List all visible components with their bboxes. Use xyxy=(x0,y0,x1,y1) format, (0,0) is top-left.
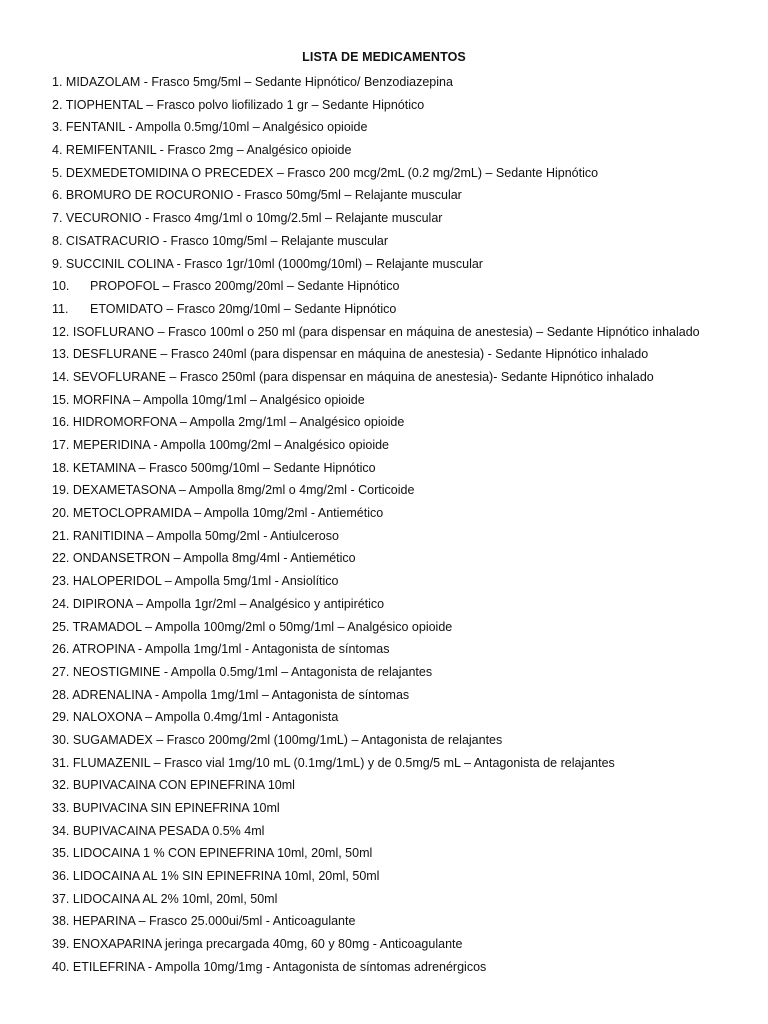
list-item-text: METOCLOPRAMIDA – Ampolla 10mg/2ml - Antiemético xyxy=(72,506,384,521)
list-item-text: LIDOCAINA 1 % CON EPINEFRINA 10ml, 20ml, 50ml xyxy=(72,846,373,861)
list-item xyxy=(52,820,752,843)
list-item-number: 13. xyxy=(52,347,70,362)
list-item-text: BUPIVACAINA CON EPINEFRINA 10ml xyxy=(72,778,295,793)
list-item-number: 7. xyxy=(52,211,63,226)
list-item xyxy=(52,434,752,457)
list-item xyxy=(52,479,752,502)
list-item-text: BUPIVACINA SIN EPINEFRINA 10ml xyxy=(72,801,280,815)
list-item xyxy=(52,457,752,480)
list-item-text: MEPERIDINA - Ampolla 100mg/2ml – Analgésico opioide xyxy=(72,438,390,452)
list-item xyxy=(52,162,752,185)
list-item-text: FENTANIL - Ampolla 0.5mg/10ml – Analgésico opioide xyxy=(65,120,368,135)
list-item-number: 37. xyxy=(52,891,70,906)
list-item-number: 32. xyxy=(52,778,70,793)
list-item-text: REMIFENTANIL - Frasco 2mg – Analgésico opioide xyxy=(65,143,352,158)
list-item xyxy=(52,116,752,139)
list-item-text: ETILEFRINA - Ampolla 10mg/1mg - Antagonista de síntomas adrenérgicos xyxy=(72,959,487,974)
list-item-text: TIOPHENTAL – Frasco polvo liofilizado 1 gr – Sedante Hipnótico xyxy=(65,97,425,112)
list-item xyxy=(52,411,752,434)
list-item-number: 18. xyxy=(52,460,70,475)
list-item-text: SUCCINIL COLINA - Frasco 1gr/10ml (1000mg/10ml) – Relajante muscular xyxy=(65,256,483,271)
list-item xyxy=(52,593,752,616)
list-item-number: 24. xyxy=(52,596,70,611)
list-item-number: 34. xyxy=(52,823,70,838)
list-item xyxy=(52,525,752,548)
list-item-number: 6. xyxy=(52,188,63,203)
list-item-number: 2. xyxy=(52,97,63,112)
list-item-number: 20. xyxy=(52,506,70,521)
list-item-text: PROPOFOL – Frasco 200mg/20ml – Sedante Hipnótico xyxy=(90,279,400,294)
medication-list xyxy=(52,71,752,979)
list-item-number: 33. xyxy=(52,801,70,815)
list-item-number: 21. xyxy=(52,528,70,543)
list-item-text: NEOSTIGMINE - Ampolla 0.5mg/1ml – Antagonista de relajantes xyxy=(72,664,433,679)
list-item xyxy=(52,298,752,321)
list-item xyxy=(52,933,752,956)
list-item-text: SEVOFLURANE – Frasco 250ml (para dispensar en máquina de anestesia)- Sedante Hipnótico inhalado xyxy=(72,369,654,384)
list-item-text: ONDANSETRON – Ampolla 8mg/4ml - Antiemético xyxy=(72,551,356,566)
document-title: LISTA DE MEDICAMENTOS xyxy=(302,50,466,64)
list-item xyxy=(52,547,752,570)
list-item-number: 25. xyxy=(52,619,70,634)
list-item-text: SUGAMADEX – Frasco 200mg/2ml (100mg/1mL) – Antagonista de relajantes xyxy=(72,732,503,747)
list-item-number: 23. xyxy=(52,574,70,589)
list-item-text: CISATRACURIO - Frasco 10mg/5ml – Relajante muscular xyxy=(65,233,389,248)
list-item-number: 27. xyxy=(52,664,70,679)
list-item-text: LIDOCAINA AL 2% 10ml, 20ml, 50ml xyxy=(72,891,278,906)
list-item xyxy=(52,570,752,593)
list-item-number: 26. xyxy=(52,642,70,657)
list-item-number: 12. xyxy=(52,324,70,339)
list-item xyxy=(52,956,752,979)
list-item-number: 5. xyxy=(52,165,63,180)
list-item-number: 29. xyxy=(52,710,70,725)
list-item xyxy=(52,706,752,729)
list-item-number: 16. xyxy=(52,415,70,430)
list-item-text: BUPIVACAINA PESADA 0.5% 4ml xyxy=(72,823,265,838)
list-item xyxy=(52,865,752,888)
list-item xyxy=(52,661,752,684)
list-item xyxy=(52,729,752,752)
list-item-number: 15. xyxy=(52,392,70,407)
list-item-text: NALOXONA – Ampolla 0.4mg/1ml - Antagonista xyxy=(72,710,339,725)
list-item-number: 8. xyxy=(52,233,63,248)
list-item-text: DESFLURANE – Frasco 240ml (para dispensar en máquina de anestesia) - Sedante Hipnótico inhalado xyxy=(72,347,649,362)
list-item xyxy=(52,184,752,207)
list-item xyxy=(52,343,752,366)
list-item-text: HALOPERIDOL – Ampolla 5mg/1ml - Ansiolítico xyxy=(72,574,339,589)
list-item-number: 35. xyxy=(52,846,70,861)
list-item xyxy=(52,616,752,639)
list-item-number: 39. xyxy=(52,937,70,952)
list-item xyxy=(52,275,752,298)
list-item-number: 14. xyxy=(52,369,70,384)
list-item-text: LIDOCAINA AL 1% SIN EPINEFRINA 10ml, 20ml, 50ml xyxy=(72,869,380,884)
list-item-number: 30. xyxy=(52,732,70,747)
list-item xyxy=(52,502,752,525)
list-item xyxy=(52,888,752,911)
list-item-number: 3. xyxy=(52,120,63,135)
list-item-text: ENOXAPARINA jeringa precargada 40mg, 60 y 80mg - Anticoagulante xyxy=(72,937,463,952)
list-item xyxy=(52,684,752,707)
list-item xyxy=(52,139,752,162)
list-item-text: KETAMINA – Frasco 500mg/10ml – Sedante Hipnótico xyxy=(72,460,376,475)
list-item-text: VECURONIO - Frasco 4mg/1ml o 10mg/2.5ml – Relajante muscular xyxy=(65,211,443,226)
list-item xyxy=(52,638,752,661)
list-item-text: HIDROMORFONA – Ampolla 2mg/1ml – Analgésico opioide xyxy=(72,415,405,430)
list-item-number: 11. xyxy=(52,301,69,316)
list-item-number: 40. xyxy=(52,959,70,974)
list-item-number: 4. xyxy=(52,143,63,158)
list-item-number: 10. xyxy=(52,279,70,294)
list-item-text: HEPARINA – Frasco 25.000ui/5ml - Anticoagulante xyxy=(72,914,356,929)
list-item-number: 36. xyxy=(52,869,70,884)
list-item-text: ADRENALINA - Ampolla 1mg/1ml – Antagonista de síntomas xyxy=(72,687,410,702)
list-item-text: ATROPINA - Ampolla 1mg/1ml - Antagonista de síntomas xyxy=(72,642,390,657)
list-item-text: FLUMAZENIL – Frasco vial 1mg/10 mL (0.1mg/1mL) y de 0.5mg/5 mL – Antagonista de relajantes xyxy=(72,755,615,770)
list-item xyxy=(52,752,752,775)
list-item-text: ETOMIDATO – Frasco 20mg/10ml – Sedante Hipnótico xyxy=(90,301,397,316)
list-item-number: 1. xyxy=(52,75,63,89)
list-item xyxy=(52,797,752,820)
list-item xyxy=(52,366,752,389)
list-item xyxy=(52,71,752,94)
list-item xyxy=(52,910,752,933)
list-item xyxy=(52,389,752,412)
list-item xyxy=(52,842,752,865)
list-item xyxy=(52,230,752,253)
list-item-number: 17. xyxy=(52,438,70,452)
list-item xyxy=(52,94,752,117)
list-item xyxy=(52,253,752,276)
list-item-number: 9. xyxy=(52,256,63,271)
list-item-text: DIPIRONA – Ampolla 1gr/2ml – Analgésico y antipirético xyxy=(72,596,385,611)
list-item-number: 38. xyxy=(52,914,70,929)
list-item-text: DEXMEDETOMIDINA O PRECEDEX – Frasco 200 mcg/2mL (0.2 mg/2mL) – Sedante Hipnótico xyxy=(65,165,599,180)
list-item-text: MIDAZOLAM - Frasco 5mg/5ml – Sedante Hipnótico/ Benzodiazepina xyxy=(65,75,453,89)
list-item-text: TRAMADOL – Ampolla 100mg/2ml o 50mg/1ml – Analgésico opioide xyxy=(72,619,453,634)
list-item-text: ISOFLURANO – Frasco 100ml o 250 ml (para dispensar en máquina de anestesia) – Sedante Hipnótico inhalado xyxy=(72,324,700,339)
list-item-number: 28. xyxy=(52,687,70,702)
list-item xyxy=(52,207,752,230)
list-item-text: RANITIDINA – Ampolla 50mg/2ml - Antiulceroso xyxy=(72,528,339,543)
list-item-text: DEXAMETASONA – Ampolla 8mg/2ml o 4mg/2ml - Corticoide xyxy=(72,483,415,498)
list-item-number: 22. xyxy=(52,551,70,566)
list-item-number: 19. xyxy=(52,483,70,498)
list-item xyxy=(52,321,752,344)
list-item-number: 31. xyxy=(52,755,70,770)
list-item-text: BROMURO DE ROCURONIO - Frasco 50mg/5ml – Relajante muscular xyxy=(65,188,462,203)
list-item-text: MORFINA – Ampolla 10mg/1ml – Analgésico opioide xyxy=(72,392,365,407)
list-item xyxy=(52,774,752,797)
